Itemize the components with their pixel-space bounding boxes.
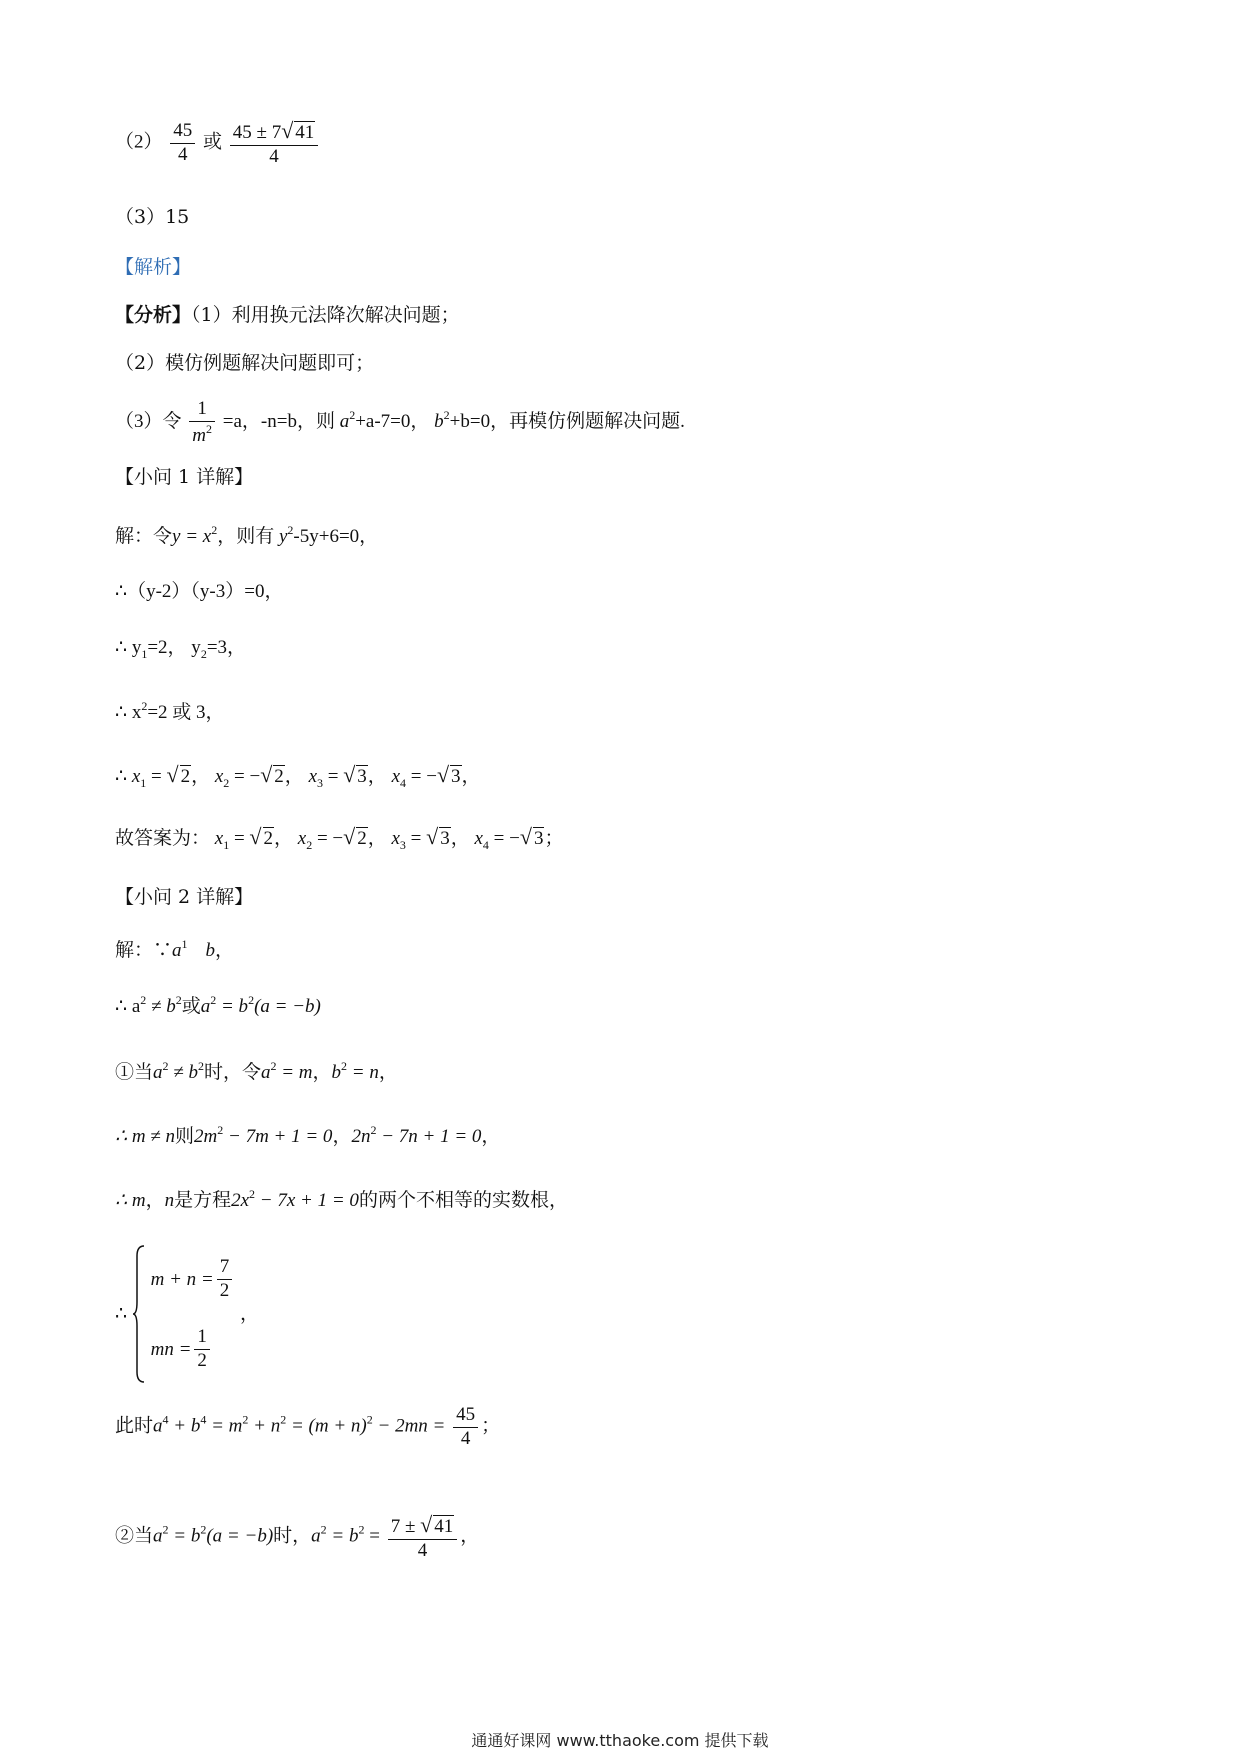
radical-sign: √	[420, 1512, 433, 1537]
answer-x4: $x_4$ = −√ 3；	[474, 824, 564, 852]
footer-watermark: 通通好课网 www.tthaoke.com 提供下载	[471, 1731, 769, 1750]
solution-1-line-2: ∴（y-2）（y-3）=0，	[115, 581, 284, 602]
answer-x3: $x_3$ = √ 3，	[391, 824, 470, 852]
fraction-45-pm-7-sqrt41-over-4: $\frac{45 \pm 7√ 41}{4}$	[230, 118, 319, 169]
fraction-45-4: $\frac{45}{4}$	[170, 120, 195, 167]
left-brace-icon	[132, 1244, 146, 1384]
fraction-7-pm-sqrt41-over-4: $\frac{7 \pm √ 41}{4}$	[388, 1512, 458, 1563]
solution-1-answer: 故答案为： $x_1$ = √ 2， $x_2$ = −√ 2， $x_3$ = √ 3， $x_4$ = −√ 3；	[115, 824, 564, 852]
fraction-1-over-m2: $\frac{1}{m^2}$	[189, 398, 215, 448]
answer-x1: $x_1$ = √ 2，	[214, 824, 294, 852]
solution-2-case-2: ②当$a^2 = b^2(a = -b)$时，$a^2 = b^2$ = $\frac{7 \pm √ 41}{4}$ ，	[115, 1512, 480, 1561]
analysis-line-3: （3）令 $\frac{1}{m^2}$ =a，-n=b，则 $a^2+a-7=0$， $b^2+b=0$，再模仿例题解决问题.	[115, 398, 685, 446]
solution-2-line-7: 此时$a^4 + b^4 = m^2 + n^2 = (m + n)^2 - 2mn$ = $\frac{45}{4}$ ；	[115, 1404, 501, 1449]
solution-2-case-1: ①当$a^2 \ne b^2$时，令$a^2 = m$，$b^2 = n$，	[115, 1059, 398, 1083]
system-rows	[151, 1244, 236, 1384]
radical-sign: √	[249, 824, 262, 849]
subquestion-2-heading: 【小问 2 详解】	[115, 886, 254, 908]
system-row-1: m + n = $\frac{7}{2}$	[151, 1244, 236, 1314]
solution-1-line-3: ∴ $y_1=2$， $y_2=3$，	[115, 637, 247, 661]
solution-1-roots: ∴ $x_1$ = √ 2， $x_2$ = −√ 2， $x_3$ = √ 3， $x_4$ = −√ 3，	[115, 762, 481, 790]
solution-1-line-1: 解：令$y = x^2$，则有 $y^2-5y+6=0$，	[115, 523, 379, 547]
analysis-line-1: 【分析】（1）利用换元法降次解决问题；	[115, 304, 460, 326]
radical-sign: √	[343, 824, 356, 849]
system-row-2: mn = $\frac{1}{2}$	[151, 1314, 236, 1384]
solution-2-line-1: 解：$\because a^1$ b，	[115, 937, 235, 961]
radical-sign: √	[260, 762, 273, 787]
radical-sign: √	[426, 824, 439, 849]
root-x3: $x_3$ = √ 3，	[308, 762, 387, 790]
solution-2-line-2: ∴ $a^2 \ne b^2$或$a^2 = b^2(a = -b)$	[115, 993, 321, 1017]
answer-x2: $x_2$ = −√ 2，	[297, 824, 387, 852]
solution-2-line-4: ∴ m ≠ n则$2m^2 - 7m + 1 = 0$，$2n^2 - 7n + 1 = 0$，	[115, 1123, 501, 1147]
subquestion-1-heading: 【小问 1 详解】	[115, 466, 254, 488]
root-x4: $x_4$ = −√ 3，	[391, 762, 481, 790]
answer-2-line: （2） $\frac{45}{4}$ 或 $\frac{45 \pm 7√ 41}{4}$	[115, 118, 321, 169]
solution-2-line-5: ∴ m，n是方程$2x^2 - 7x + 1 = 0$的两个不相等的实数根，	[115, 1187, 568, 1211]
radical-sign: √	[281, 118, 294, 143]
solution-1-line-4: ∴ $x^2=2$ 或 3，	[115, 699, 225, 723]
answer-3-line: （3）15	[115, 206, 190, 228]
root-x2: $x_2$ = −√ 2，	[214, 762, 304, 790]
root-x1: $x_1$ = √ 2，	[131, 762, 211, 790]
fraction-45-4: $\frac{45}{4}$	[453, 1404, 478, 1451]
analysis-line-2: （2）模仿例题解决问题即可；	[115, 352, 375, 374]
radical-sign: √	[343, 762, 356, 787]
equation-system: ∴ m + n = $\frac{7}{2}$ mn = $\frac{1}{2}$ ，	[115, 1244, 259, 1384]
analysis-heading: 【解析】	[115, 256, 192, 278]
radical-sign: √	[436, 762, 450, 787]
radical-sign: √	[166, 762, 179, 787]
radical-sign: √	[519, 824, 532, 849]
